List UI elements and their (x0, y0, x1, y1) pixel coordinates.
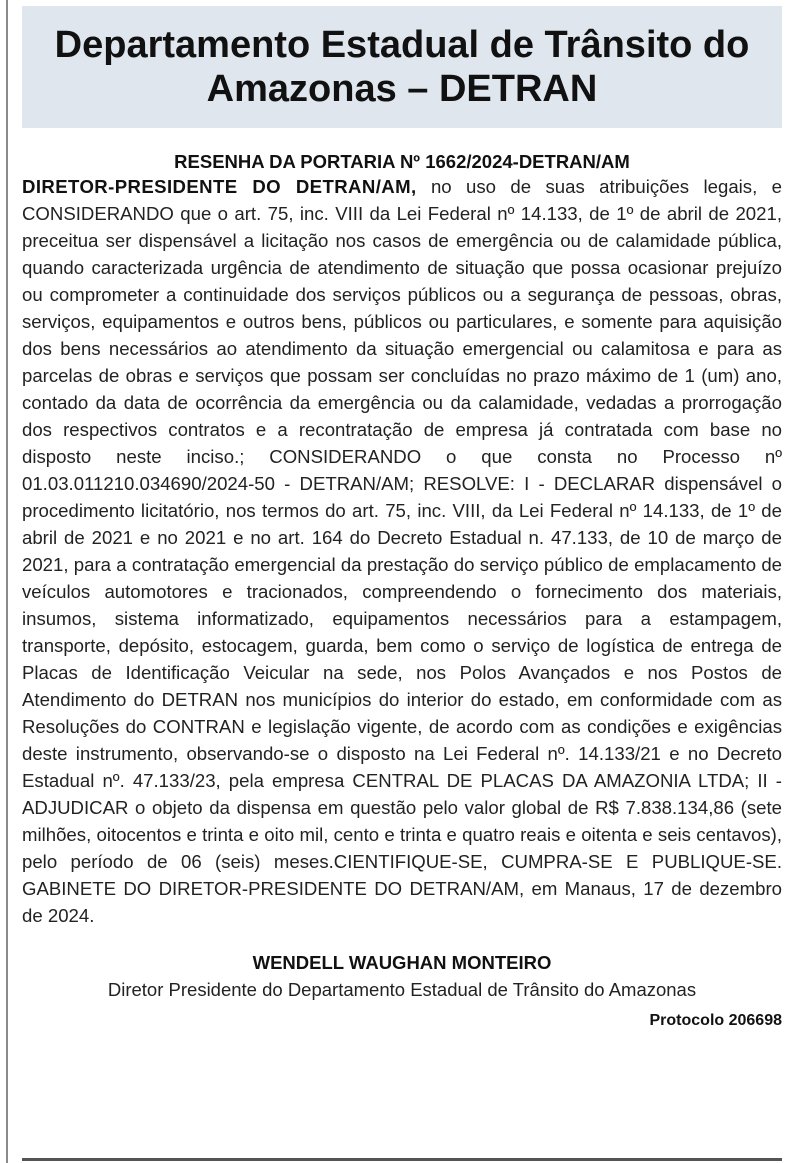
signatory-role: Diretor Presidente do Departamento Estadual de Trânsito do Amazonas (107, 979, 697, 1000)
publication-page (22, 0, 782, 1033)
protocol-number: Protocolo 206698 (649, 1012, 782, 1029)
bottom-border-rule (22, 1158, 782, 1161)
header-title: Departamento Estadual de Trânsito do Amazonas – DETRAN (54, 24, 750, 110)
signatory-name: WENDELL WAUGHAN MONTEIRO (252, 952, 552, 973)
header-banner (22, 6, 782, 128)
document-title: RESENHA DA PORTARIA Nº 1662/2024-DETRAN/AM (174, 151, 630, 172)
left-border-rule (6, 0, 8, 1163)
document-lead: DIRETOR-PRESIDENTE DO DETRAN/AM, (22, 176, 417, 197)
document-body-text: no uso de suas atribuições legais, e CONSIDERANDO que o art. 75, inc. VIII da Lei Federal nº 14.133, de 1º de abril de 2021, preceitua ser dispensável a licitação nos casos de emergência ou de calamidade pública, quando caracterizada urgência de atendimento de situação que possa ocasionar prejuízo ou comprometer a continuidade dos serviços públicos ou a segurança de pessoas, obras, serviços, equipamentos e outros bens, públicos ou particulares, e somente para aquisição dos bens necessários ao atendimento da situação emergencial ou calamitosa e para as parcelas de obras e serviços que possam ser concluídas no prazo máximo de 1 (um) ano, contado da data de ocorrência da emergência ou da calamidade, vedadas a prorrogação dos respectivos contratos e a recontratação de empresa já contratada com base no disposto neste inciso.; CONSIDERANDO o que consta no Processo nº 01.03.011210.034690/2024-50 - DETRAN/AM; RESOLVE: I - DECLARAR dispensável o procedimento licitatório, nos termos do art. 75, inc. VIII, da Lei Federal nº 14.133, de 1º de abril de 2021 e no 2021 e no art. 164 do Decreto Estadual n. 47.133, de 10 de março de 2021, para a contratação emergencial da prestação do serviço público de emplacamento de veículos automotores e tracionados, compreendendo o fornecimento dos materiais, insumos, sistema informatizado, equipamentos necessários para a estampagem, transporte, depósito, estocagem, guarda, bem como o serviço de logística de entrega de Placas de Identificação Veicular na sede, nos Polos Avançados e nos Postos de Atendimento do DETRAN nos municípios do interior do estado, em conformidade com as Resoluções do CONTRAN e legislação vigente, de acordo com as condições e exigências deste instrumento, observando-se o disposto na Lei Federal nº. 14.133/21 e no Decreto Estadual nº. 47.133/23, pela empresa CENTRAL DE PLACAS DA AMAZONIA LTDA; II - ADJUDICAR o objeto da dispensa em questão pelo valor global de R$ 7.838.134,86 (sete milhões, oitocentos e trinta e oito mil, cento e trinta e quatro reais e oitenta e seis centavos), pelo período de 06 (seis) meses.CIENTIFIQUE-SE, CUMPRA-SE E PUBLIQUE-SE. GABINETE DO DIRETOR-PRESIDENTE DO DETRAN/AM, em Manaus, 17 de dezembro de 2024. (22, 176, 782, 926)
signature-block (22, 949, 782, 1003)
document-body (22, 173, 782, 929)
